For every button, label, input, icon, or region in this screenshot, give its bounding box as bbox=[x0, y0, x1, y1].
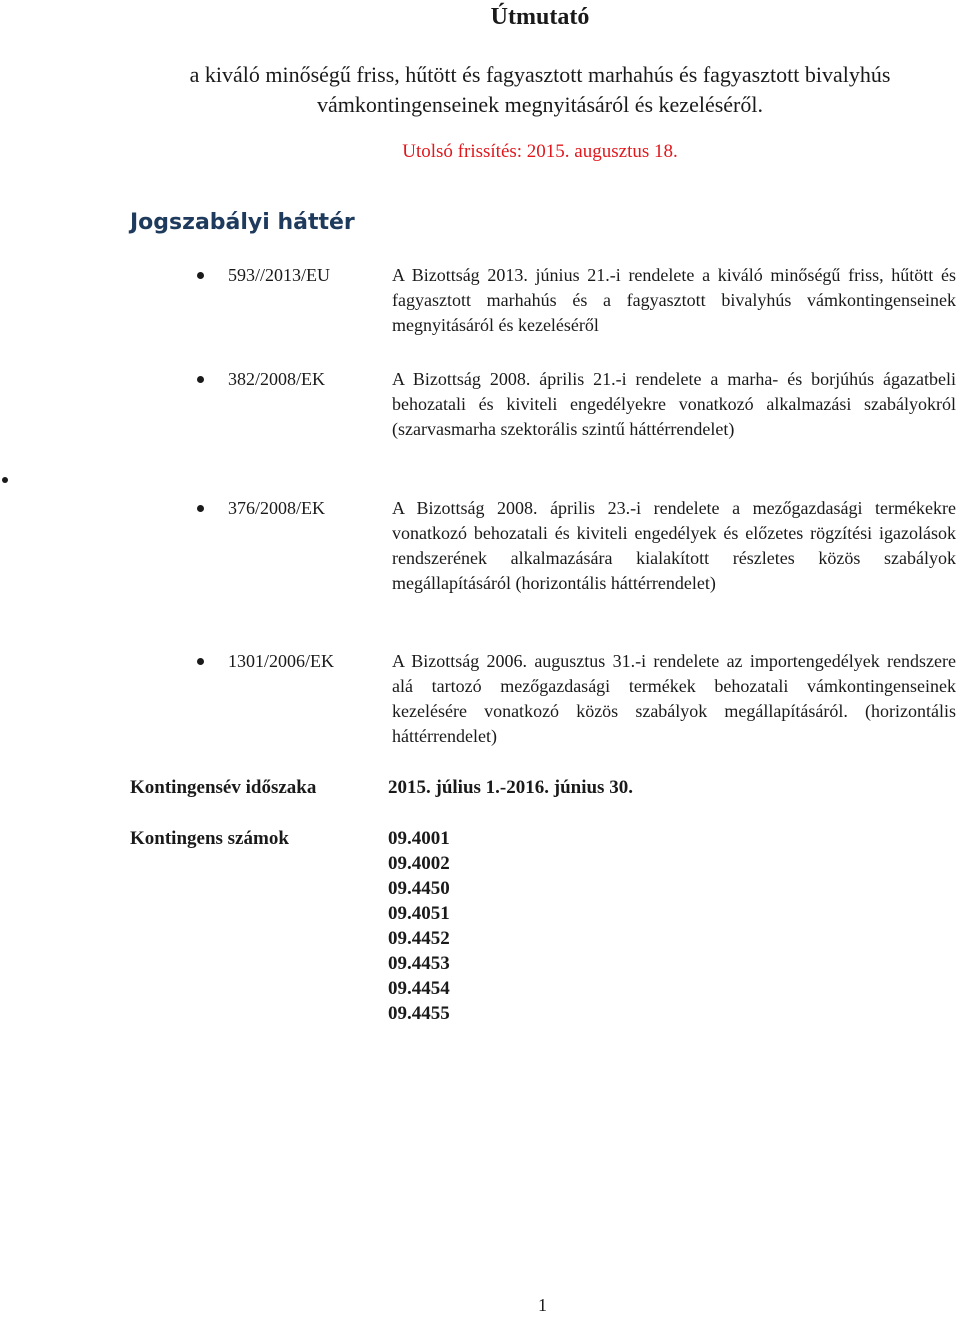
quota-number: 09.4001 bbox=[388, 828, 450, 849]
quota-number: 09.4454 bbox=[388, 978, 450, 999]
regulation-code: 593//2013/EU bbox=[228, 265, 330, 285]
document-subtitle: a kiváló minőségű friss, hűtött és fagyasztott marhahús és fagyasztott bivalyhús vámkontingenseinek megnyitásáról és kezeléséről. bbox=[189, 62, 891, 117]
bullet-icon bbox=[197, 376, 204, 383]
quota-number: 09.4051 bbox=[388, 903, 450, 924]
regulation-description: A Bizottság 2008. április 23.-i rendelete a mezőgazdasági termékekre vonatkozó behozatali és kiviteli engedélyek és előzetes rögzítési igazolások rendszerének alkalmazására kialakított részletes közös szabályok megállapításáról (horizontális háttérrendelet) bbox=[392, 498, 956, 593]
bullet-icon bbox=[197, 658, 204, 665]
quota-number: 09.4453 bbox=[388, 953, 450, 974]
quota-number: 09.4455 bbox=[388, 1003, 450, 1024]
quota-number-list bbox=[388, 826, 450, 1026]
regulation-code: 1301/2006/EK bbox=[228, 651, 334, 671]
document-title: Útmutató bbox=[490, 4, 590, 30]
quota-period-value: 2015. július 1.-2016. június 30. bbox=[388, 777, 633, 798]
regulation-code: 382/2008/EK bbox=[228, 369, 325, 389]
section-heading: Jogszabályi háttér bbox=[130, 210, 355, 235]
regulation-code: 376/2008/EK bbox=[228, 498, 325, 518]
quota-numbers-label: Kontingens számok bbox=[130, 828, 289, 849]
quota-period-label: Kontingensév időszaka bbox=[130, 777, 317, 798]
bullet-icon bbox=[197, 272, 204, 279]
bullet-icon bbox=[197, 505, 204, 512]
regulation-description: A Bizottság 2008. április 21.-i rendelete a marha- és borjúhús ágazatbeli behozatali és kiviteli engedélyekre vonatkozó alkalmazási szabályokról (szarvasmarha szektorális szintű háttérrendelet) bbox=[392, 369, 956, 439]
quota-number: 09.4450 bbox=[388, 878, 450, 899]
quota-number: 09.4002 bbox=[388, 853, 450, 874]
page-number: 1 bbox=[538, 1295, 547, 1315]
last-updated: Utolsó frissítés: 2015. augusztus 18. bbox=[402, 141, 678, 162]
regulation-description: A Bizottság 2006. augusztus 31.-i rendelete az importengedélyek rendszere alá tartozó mezőgazdasági termékek behozatali vámkontingenseinek kezelésére vonatkozó közös szabályok megállapításáról. (horizontális háttérrendelet) bbox=[392, 651, 956, 746]
stray-bullet-icon bbox=[2, 477, 8, 483]
regulation-description: A Bizottság 2013. június 21.-i rendelete a kiváló minőségű friss, hűtött és fagyasztott marhahús és a fagyasztott bivalyhús vámkontingenseinek megnyitásáról és kezeléséről bbox=[392, 265, 956, 335]
quota-number: 09.4452 bbox=[388, 928, 450, 949]
